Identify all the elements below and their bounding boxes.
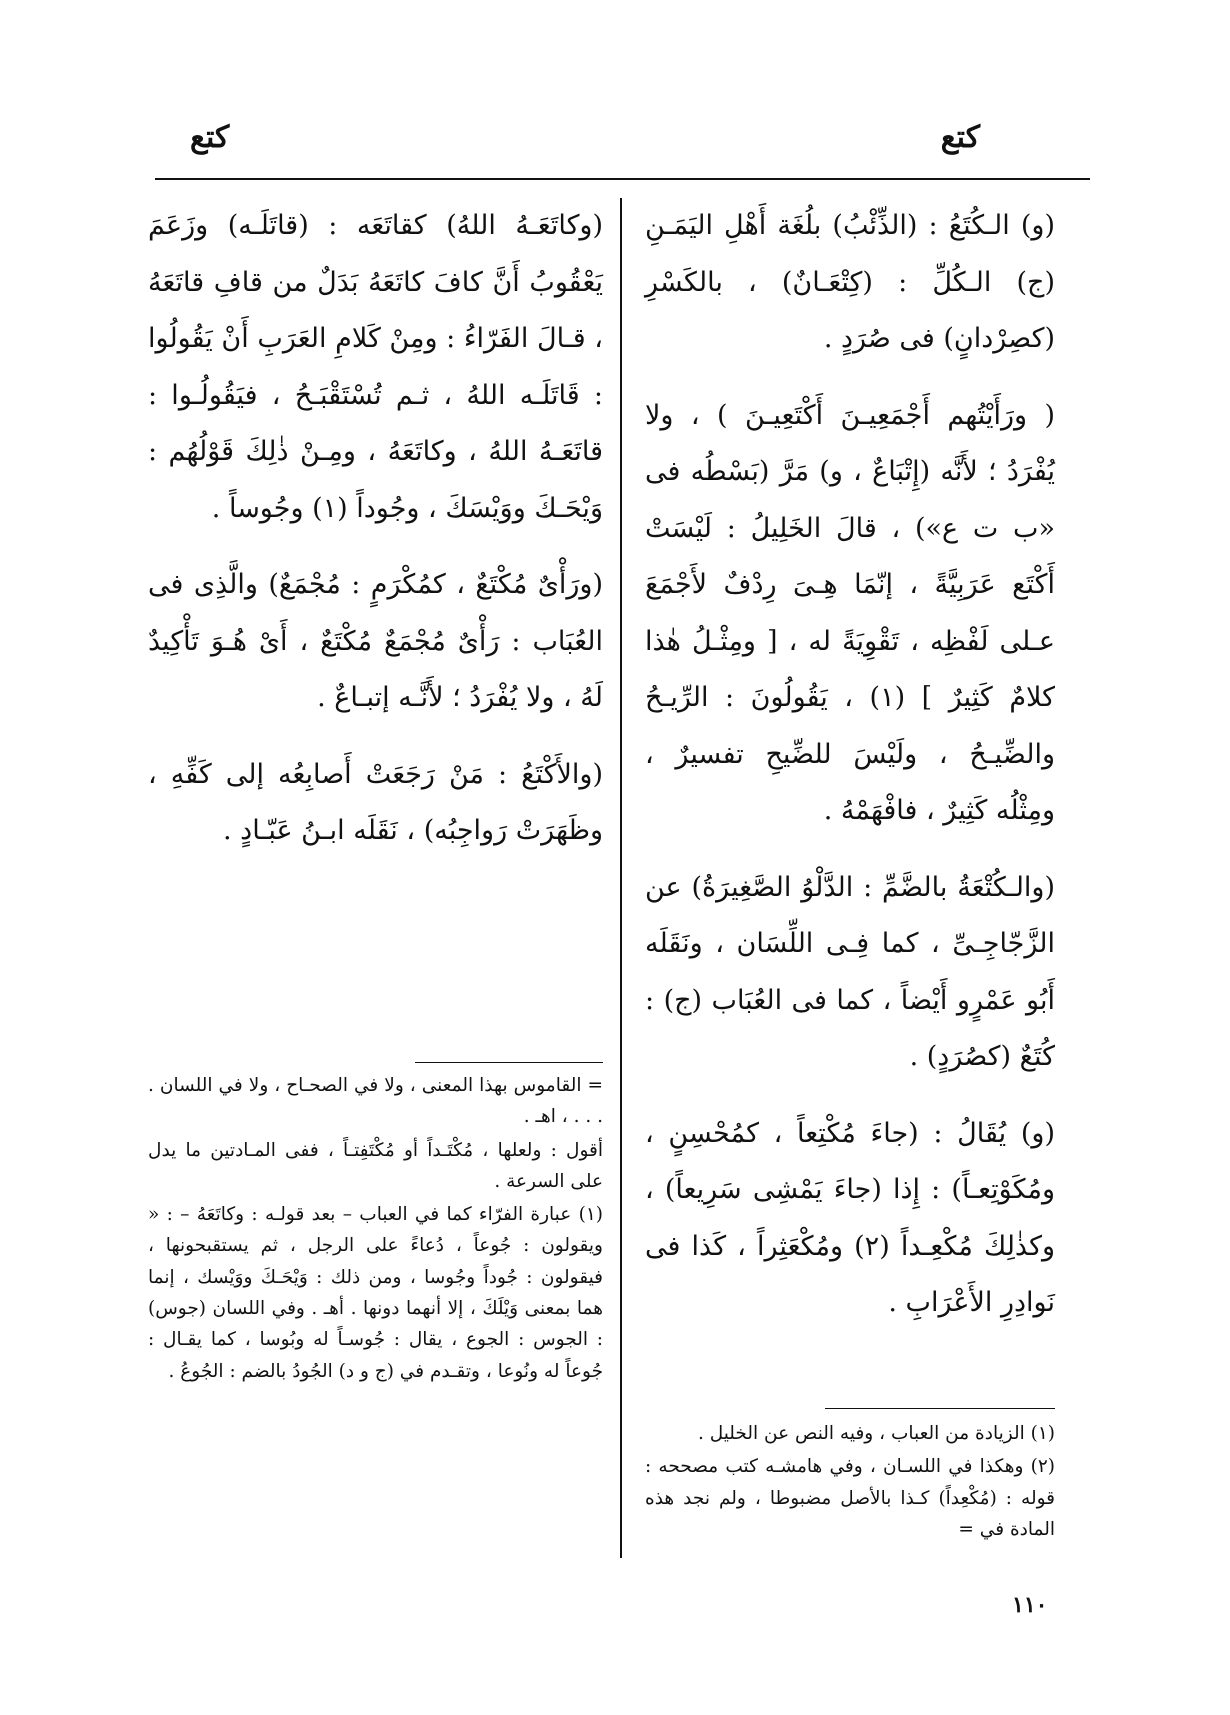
right-column (645, 198, 1055, 1352)
footnote: أقول : ولعلها ، مُكْتَـداً أو مُكْتَفِتـاً ، ففى المـادتين ما يدل على السرعة . (148, 1139, 603, 1192)
footnote: (٢) وهكذا في اللسـان ، وفي هامشـه كتب مصححه : قوله : (مُكْعِداً) كـذا بالأصل مضبوطا ، ولم نجد هذه المادة في = (645, 1456, 1055, 1540)
column-divider (620, 198, 622, 1558)
running-header-right: كتع (940, 120, 980, 155)
entry-paragraph: (و) يُقَالُ : (جاءَ مُكْتِعاً ، كمُحْسِنٍ ، ومُكَوْتِعـاً) : إِذا (جاءَ يَمْشِى سَرِيعاً) ، وكذٰلِكَ مُكْعِـداً (٢) ومُكْعَثِراً ، كَذا فى نَوادِرِ الأَعْرَابِ . (645, 1117, 1055, 1318)
entry-paragraph: (والـكُتْعَةُ بالضَّمِّ : الدَّلْوُ الصَّغِيرَةُ) عن الزَّجّاجِـىِّ ، كما فِـى اللِّسَان ، ونَقَلَه أَبُو عَمْرٍو أَيْضاً ، كما فى العُبَاب (ج) : كُتَعٌ (كصُرَدٍ) . (645, 871, 1055, 1072)
footnote-rule-right (825, 1408, 1055, 1409)
right-footnotes (645, 1418, 1055, 1547)
entry-paragraph: (وكاتَعَـهُ اللهُ) كقاتَعَه : (قاتَلَـه) وزَعَمَ يَعْقُوبُ أَنَّ كافَ كاتَعَهُ بَدَلٌ من قافِ قاتَعَهُ ، قـالَ الفَرّاءُ : ومِنْ كَلامِ العَرَبِ أَنْ يَقُولُوا : قَاتَلَـه اللهُ ، ثـم تُسْتَقْبَـحُ ، فيَقُولُـوا : قاتَعَـهُ اللهُ ، وكاتَعَهُ ، ومِـنْ ذٰلِكَ قَوْلُهُم : وَيْحَـكَ ووَيْسَكَ ، وجُوداً (١) وجُوساً . (148, 210, 603, 524)
footnote: (١) عبارة الفرّاء كما في العباب – بعد قولـه : وكاتَعَهُ – : « ويقولون : جُوعاً ، دُعاءً على الرجل ، ثم يستقبحونها ، فيقولون : جُوداً وجُوسا ، ومن ذلك : وَيْحَـكَ ووَيْسك ، إنما هما بمعنى وَيْلَكَ ، إلا أنهما دونها . أهـ . وفي اللسان (جوس) : الجوس : الجوع ، يقال : جُوسـاً له وبُوسا ، كما يقـال : جُوعاً له ونُوعا ، وتقـدم في (ج و د) الجُودُ بالضم : الجُوعُ . (148, 1204, 603, 1382)
page-number: ١١٠ (1012, 1592, 1048, 1618)
footnote: = القاموس بهذا المعنى ، ولا في الصحـاح ، ولا في اللسان . . . . ، اهـ . (148, 1075, 603, 1128)
entry-paragraph: (و) الـكُتَعُ : (الذِّئْبُ) بلُغَة أَهْلِ اليَمَـنِ (ج) الـكُلِّ : (كِتْعَـانٌ) ، بالكَسْرِ (كصِرْدانٍ) فى صُرَدٍ . (645, 210, 1055, 354)
entry-paragraph: (والأَكْتَعُ : مَنْ رَجَعَتْ أَصابِعُه إلى كَفِّهِ ، وظَهَرَتْ رَواجِبُه) ، نَقَلَه ابـنُ عَبّـادٍ . (148, 758, 603, 846)
footnote-rule-left (415, 1062, 603, 1063)
footnote: (١) الزيادة من العباب ، وفيه النص عن الخليل . (697, 1423, 1055, 1444)
entry-paragraph: ( ورَأَيْتُهم أَجْمَعِيـنَ أَكْتَعِيـنَ ) ، ولا يُفْرَدُ ؛ لأَنَّه (إِتْبَاعٌ ، و) مَرَّ (بَسْطُه فى «ب ت ع») ، قالَ الخَلِيلُ : لَيْسَتْ أَكْتَع عَرَبِيَّةً ، إنّمَا هِـىَ رِدْفٌ لأَجْمَعَ عـلى لَفْظِه ، تَقْوِيَةً له ، [ ومِثْـلُ هٰذا كلامٌ كَثِيرٌ ] (١) ، يَقُولُونَ : الرِّيـحُ والضِّيـحُ ، ولَيْسَ للضِّيحِ تفسيرٌ ، ومِثْلُه كَثِيرٌ ، فافْهَمْهُ . (645, 399, 1056, 826)
left-column (148, 198, 603, 880)
left-footnotes (148, 1070, 603, 1389)
running-header-left: كتع (190, 120, 230, 155)
header-rule (155, 178, 1090, 180)
entry-paragraph: (ورَأْىٌ مُكْتَعٌ ، كمُكْرَمٍ : مُجْمَعٌ) والَّذِى فى العُبَاب : رَأْىٌ مُجْمَعٌ مُكْتَعٌ ، أَىْ هُـوَ تَأْكِيدٌ لَهُ ، ولا يُفْرَدُ ؛ لأَنَّـه إتبـاعٌ . (148, 569, 603, 713)
